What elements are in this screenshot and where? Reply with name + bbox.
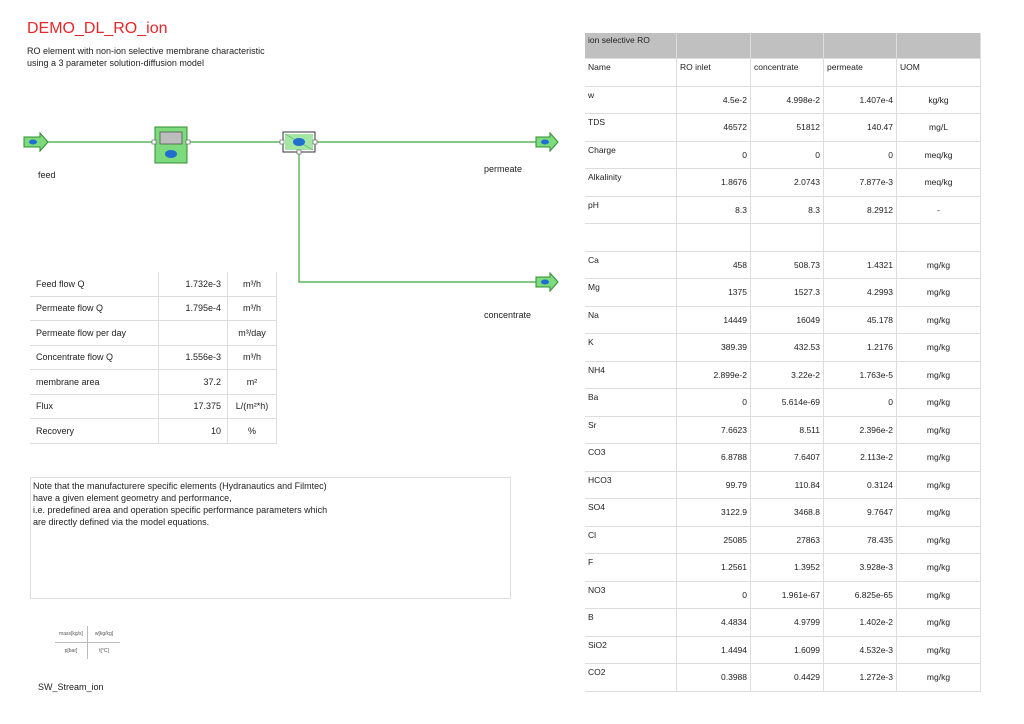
permeate-value: 9.7647 [824,499,897,527]
ion-name: CO3 [585,444,677,472]
concentrate-value: 0 [751,141,824,169]
pump-block-icon[interactable] [152,127,190,163]
table-row [585,224,981,252]
flowsheet-diagram [0,0,570,300]
property-unit: L/(m²*h) [228,394,277,419]
uom-value: mg/kg [897,361,981,389]
permeate-value: 0 [824,389,897,417]
permeate-value: 1.407e-4 [824,86,897,114]
properties-table [30,272,277,444]
property-label: membrane area [30,370,159,395]
uom-value: mg/kg [897,499,981,527]
property-label: Recovery [30,419,159,444]
feed-label: feed [38,170,56,180]
ro-inlet-value [677,224,751,252]
table-row [585,416,981,444]
uom-value [897,224,981,252]
legend-cell-w: w[kg/kg] [88,626,121,643]
uom-value: mg/kg [897,416,981,444]
ro-inlet-value: 6.8788 [677,444,751,472]
property-value: 1.556e-3 [159,345,228,370]
ion-name: CO2 [585,664,677,692]
table-row [585,196,981,224]
uom-value: mg/L [897,114,981,142]
concentrate-value: 27863 [751,526,824,554]
uom-value: meq/kg [897,141,981,169]
subtitle-line: using a 3 parameter solution-diffusion model [27,58,204,68]
ro-inlet-value: 1.8676 [677,169,751,197]
permeate-value: 4.2993 [824,279,897,307]
uom-value: mg/kg [897,251,981,279]
permeate-value: 2.113e-2 [824,444,897,472]
table-row [585,279,981,307]
concentrate-value: 508.73 [751,251,824,279]
column-header: permeate [824,59,897,87]
ion-name: F [585,554,677,582]
concentrate-value: 110.84 [751,471,824,499]
concentrate-value: 4.9799 [751,609,824,637]
ro-inlet-value: 0 [677,581,751,609]
concentrate-value: 1.961e-67 [751,581,824,609]
table-row [585,114,981,142]
permeate-value: 2.396e-2 [824,416,897,444]
ion-name: NH4 [585,361,677,389]
concentrate-value: 7.6407 [751,444,824,472]
column-header: Name [585,59,677,87]
ro-inlet-value: 4.4834 [677,609,751,637]
uom-value: - [897,196,981,224]
property-unit: m³/h [228,296,277,321]
uom-value: mg/kg [897,389,981,417]
ion-name: B [585,609,677,637]
property-unit: m³/h [228,345,277,370]
ro-inlet-value: 46572 [677,114,751,142]
concentrate-value: 16049 [751,306,824,334]
property-unit: % [228,419,277,444]
uom-value: mg/kg [897,444,981,472]
ion-name: SiO2 [585,636,677,664]
table-row [585,361,981,389]
table-row [585,526,981,554]
ion-name: Mg [585,279,677,307]
ion-name: SO4 [585,499,677,527]
permeate-value: 1.763e-5 [824,361,897,389]
permeate-value: 78.435 [824,526,897,554]
property-value: 10 [159,419,228,444]
table-row [30,394,277,419]
ro-inlet-value: 389.39 [677,334,751,362]
table-row [585,251,981,279]
ion-name [585,224,677,252]
uom-value: mg/kg [897,664,981,692]
ion-name: Cl [585,526,677,554]
ro-inlet-value: 2.899e-2 [677,361,751,389]
column-header: concentrate [751,59,824,87]
table-row [30,272,277,296]
concentrate-value: 8.511 [751,416,824,444]
uom-value: mg/kg [897,636,981,664]
note-line: have a given element geometry and performance, [33,493,232,503]
permeate-value: 3.928e-3 [824,554,897,582]
ro-inlet-value: 1.4494 [677,636,751,664]
ro-inlet-value: 0.3988 [677,664,751,692]
permeate-value: 45.178 [824,306,897,334]
note-line: Note that the manufacturere specific elements (Hydranautics and Filmtec) [33,481,327,491]
concentrate-value: 432.53 [751,334,824,362]
ion-name: Sr [585,416,677,444]
ro-inlet-value: 0 [677,389,751,417]
stream-legend [55,626,120,659]
ro-inlet-value: 0 [677,141,751,169]
legend-cell-mass: mass[kg/s] [55,626,88,643]
ion-name: TDS [585,114,677,142]
permeate-value: 0.3124 [824,471,897,499]
permeate-value: 140.47 [824,114,897,142]
ro-element-icon[interactable] [280,132,317,154]
uom-value: mg/kg [897,609,981,637]
concentrate-value: 3468.8 [751,499,824,527]
uom-value: mg/kg [897,526,981,554]
property-value: 37.2 [159,370,228,395]
ion-table-title: ion selective RO [585,33,677,59]
permeate-value: 0 [824,141,897,169]
permeate-value: 6.825e-65 [824,581,897,609]
concentrate-value: 4.998e-2 [751,86,824,114]
property-unit: m³/h [228,272,277,296]
property-label: Flux [30,394,159,419]
property-value: 1.732e-3 [159,272,228,296]
uom-value: kg/kg [897,86,981,114]
table-row [585,471,981,499]
concentrate-value [751,224,824,252]
concentrate-value: 0.4429 [751,664,824,692]
permeate-value: 7.877e-3 [824,169,897,197]
ion-table-title-row [585,33,981,59]
ro-inlet-value: 1375 [677,279,751,307]
permeate-value: 1.4321 [824,251,897,279]
uom-value: mg/kg [897,334,981,362]
ro-inlet-value: 7.6623 [677,416,751,444]
concentrate-value: 3.22e-2 [751,361,824,389]
property-unit: m² [228,370,277,395]
table-row [585,609,981,637]
permeate-value: 8.2912 [824,196,897,224]
table-row [585,554,981,582]
concentrate-value: 1527.3 [751,279,824,307]
ion-name: Alkalinity [585,169,677,197]
table-row [585,636,981,664]
table-row [30,370,277,395]
ion-name: K [585,334,677,362]
ion-name: HCO3 [585,471,677,499]
ro-inlet-value: 99.79 [677,471,751,499]
table-row [585,444,981,472]
ion-name: w [585,86,677,114]
ro-inlet-value: 4.5e-2 [677,86,751,114]
ion-name: Na [585,306,677,334]
property-label: Concentrate flow Q [30,345,159,370]
ion-table [585,33,981,692]
legend-cell-t: t[°C] [88,643,121,660]
ro-inlet-value: 458 [677,251,751,279]
table-row [30,419,277,444]
table-row [30,345,277,370]
table-row [585,169,981,197]
table-row [585,86,981,114]
concentrate-value: 1.3952 [751,554,824,582]
table-row [585,141,981,169]
subtitle-line: RO element with non-ion selective membrane characteristic [27,46,265,56]
permeate-value: 1.2176 [824,334,897,362]
ion-name: Charge [585,141,677,169]
feed-source-icon[interactable] [24,133,48,151]
property-label: Permeate flow Q [30,296,159,321]
uom-value: mg/kg [897,306,981,334]
property-label: Feed flow Q [30,272,159,296]
property-value [159,321,228,346]
page-title: DEMO_DL_RO_ion [27,20,168,37]
uom-value: meq/kg [897,169,981,197]
table-row [585,499,981,527]
note-line: i.e. predefined area and operation specific performance parameters which [33,505,328,515]
table-row [585,334,981,362]
ro-inlet-value: 8.3 [677,196,751,224]
uom-value: mg/kg [897,581,981,609]
permeate-sink-icon[interactable] [536,133,558,151]
ion-name: Ca [585,251,677,279]
legend-cell-p: p[bar] [55,643,88,660]
ion-name: Ba [585,389,677,417]
concentrate-sink-icon[interactable] [536,273,558,291]
ion-table-header-row [585,59,981,87]
ro-inlet-value: 3122.9 [677,499,751,527]
table-row [30,296,277,321]
concentrate-value: 8.3 [751,196,824,224]
property-label: Permeate flow per day [30,321,159,346]
permeate-value: 1.272e-3 [824,664,897,692]
concentrate-value: 51812 [751,114,824,142]
concentrate-label: concentrate [484,310,532,320]
column-header: RO inlet [677,59,751,87]
ro-inlet-value: 25085 [677,526,751,554]
ion-name: NO3 [585,581,677,609]
permeate-label: permeate [484,164,523,174]
concentrate-value: 2.0743 [751,169,824,197]
column-header: UOM [897,59,981,87]
property-value: 1.795e-4 [159,296,228,321]
note-line: are directly defined via the model equations. [33,517,210,527]
ion-name: pH [585,196,677,224]
table-row [585,664,981,692]
ro-inlet-value: 14449 [677,306,751,334]
uom-value: mg/kg [897,471,981,499]
table-row [30,321,277,346]
table-row [585,389,981,417]
note-textbox[interactable] [30,477,511,599]
ro-inlet-value: 1.2561 [677,554,751,582]
permeate-value [824,224,897,252]
stream-name: SW_Stream_ion [38,682,104,692]
uom-value: mg/kg [897,279,981,307]
table-row [585,306,981,334]
property-unit: m³/day [228,321,277,346]
permeate-value: 1.402e-2 [824,609,897,637]
uom-value: mg/kg [897,554,981,582]
table-row [585,581,981,609]
concentrate-value: 1.6099 [751,636,824,664]
permeate-value: 4.532e-3 [824,636,897,664]
concentrate-value: 5.614e-69 [751,389,824,417]
property-value: 17.375 [159,394,228,419]
